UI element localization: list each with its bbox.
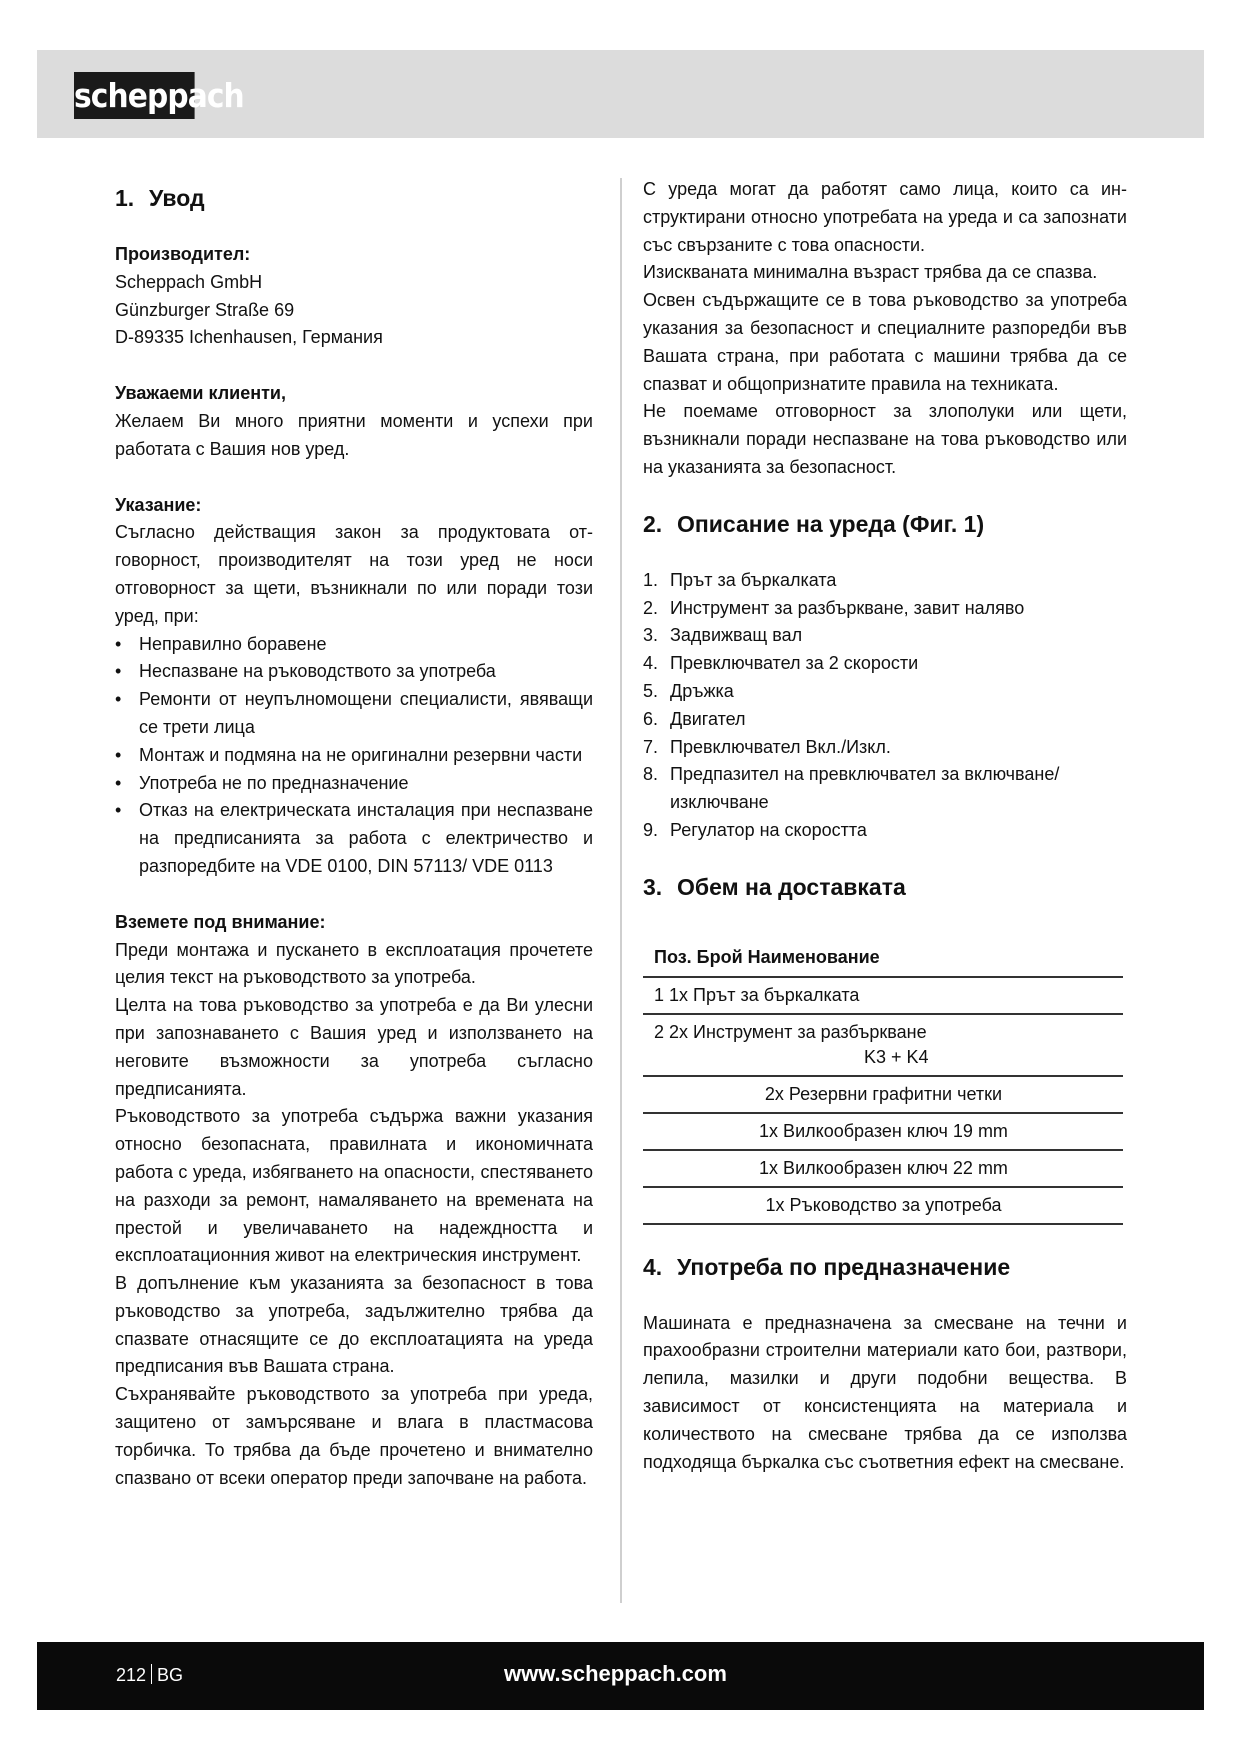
- attention-paragraph: В допълнение към указанията за безопасност в това ръководство за употреба, задължително трябва да спазвате отнасящите се до експлоатацията на уреда предписания във Вашата страна.: [115, 1273, 593, 1377]
- footer-bar: [37, 1642, 1204, 1710]
- list-item: 1. Прът за бъркалката: [643, 569, 837, 590]
- list-item: 7. Превключвател Вкл./Изкл.: [643, 736, 891, 757]
- list-item: • Монтаж и подмяна на не оригинални резервни части: [115, 742, 593, 770]
- note-label: Указание:: [115, 494, 202, 515]
- table-row: 1x Ръководство за употреба: [643, 1187, 1123, 1224]
- attention-paragraph: Целта на това ръководство за употреба е да Ви улесни при запознаването с Вашия уред и използването на неговите възможности за употреба съгласно предписанията.: [115, 995, 593, 1099]
- list-item: 8. Предпазител на превключвател за включване/изключване: [643, 764, 1060, 813]
- table-row: 1x Вилкообразен ключ 22 mm: [643, 1150, 1123, 1187]
- parts-list: [643, 567, 1127, 845]
- table-row: 1 1x Прът за бъркалката: [643, 977, 1123, 1014]
- website-link[interactable]: www.scheppach.com: [504, 1661, 727, 1686]
- intro-paragraph: Не поемаме отговорност за злополуки или щети, възникнали поради неспазване на това ръководство или на указанията за безопасност.: [643, 401, 1127, 477]
- list-item: 6. Двигател: [643, 708, 746, 729]
- page-number: 212 BG: [116, 1665, 184, 1685]
- attention-paragraph: Преди монтажа и пускането в експлоатация прочетете целия текст на ръководството за употреба.: [115, 939, 593, 988]
- table-row: 2 2x Инструмент за разбъркване K3 + K4: [643, 1014, 1123, 1076]
- manufacturer-line: Günzburger Straße 69: [115, 299, 295, 320]
- list-item: • Употреба не по предназначение: [115, 770, 593, 798]
- list-item: 9. Регулатор на скоростта: [643, 819, 867, 840]
- list-item: 5. Дръжка: [643, 680, 734, 701]
- manufacturer-line: D-89335 Ichenhausen, Германия: [115, 327, 383, 348]
- section-4-heading: 4. Употреба по предназначение: [643, 1253, 1011, 1280]
- manufacturer-line: Scheppach GmbH: [115, 271, 263, 292]
- list-item: • Ремонти от неупълномощени специалисти, явяващи се трети лица: [115, 686, 593, 742]
- brand-logo: scheppach: [74, 72, 195, 119]
- intro-paragraph: Изискваната минимална възраст трябва да се спазва.: [643, 262, 1098, 283]
- table-row: 2x Резервни графитни четки: [643, 1076, 1123, 1113]
- column-divider: [620, 178, 622, 1603]
- attention-paragraph: Съхранявайте ръководството за употреба при уреда, защитено от замърсяване и влага в пластмасова торбичка. То трябва да бъде прочетено и внимателно спазвано от всеки оператор преди започване на работа.: [115, 1384, 593, 1488]
- usage-text: Машината е предназначена за смесване на течни и прахообразни строителни материали като бои, разтвори, лепила, мазилки и други подобни вещества. В зависимост от консистенцията на материала и количеството на смесване трябва да се използва подходяща бъркалка със съответния ефект на смесване.: [643, 1312, 1127, 1472]
- delivery-table: [643, 930, 1123, 1225]
- list-item: 4. Превключвател за 2 скорости: [643, 653, 919, 674]
- list-item: • Неспазване на ръководството за употреба: [115, 658, 593, 686]
- section-3-heading: 3. Обем на доставката: [643, 873, 906, 900]
- delivery-table-header: Поз. Брой Наименование: [643, 930, 1123, 977]
- note-bullet-list: [115, 631, 593, 881]
- right-column: [643, 176, 1127, 1476]
- list-item: • Неправилно боравене: [115, 631, 593, 659]
- manufacturer-label: Производител:: [115, 244, 251, 264]
- section-2-heading: 2. Описание на уреда (Фиг. 1): [643, 510, 985, 537]
- dear-customers-text: Желаем Ви много приятни моменти и успехи при работата с Вашия нов уред.: [115, 410, 593, 459]
- table-row: 1x Вилкообразен ключ 19 mm: [643, 1113, 1123, 1150]
- left-column: [115, 176, 593, 1492]
- dear-customers-label: Уважаеми клиенти,: [115, 383, 286, 404]
- list-item: • Отказ на електрическата инсталация при неспазване на предписанията за работа с електричество и разпоредбите на VDE 0100, DIN 57113/ VDE 0113: [115, 797, 593, 880]
- list-item: 3. Задвижващ вал: [643, 625, 803, 646]
- attention-label: Вземете под внимание:: [115, 911, 326, 932]
- note-text: Съгласно действащия закон за продуктовата отговорност, производителят на този уред не носи отговорност за щети, възникнали по или поради този уред, при:: [115, 522, 593, 626]
- section-1-heading: 1. Увод: [115, 185, 205, 211]
- list-item: 2. Инструмент за разбъркване, завит наляво: [643, 597, 1025, 618]
- intro-paragraph: Освен съдържащите се в това ръководство за употреба указания за безопасност и специалните разпоредби във Вашата страна, при работата с машини трябва да се спазват и общопризнатите правила на техниката.: [643, 290, 1127, 394]
- attention-paragraph: Ръководството за употреба съдържа важни указания относно безопасната, правилната и икономичната работа с уреда, избягването на опасности, спестяването на разходи за ремонт, намаляването на времената на престой и увеличаването на надеждността и експлоатационния живот на електрическия инструмент.: [115, 1106, 593, 1266]
- intro-paragraph: С уреда могат да работят само лица, които са инструктирани относно употребата на уреда и са запознати със свързаните с това опасности.: [643, 179, 1127, 255]
